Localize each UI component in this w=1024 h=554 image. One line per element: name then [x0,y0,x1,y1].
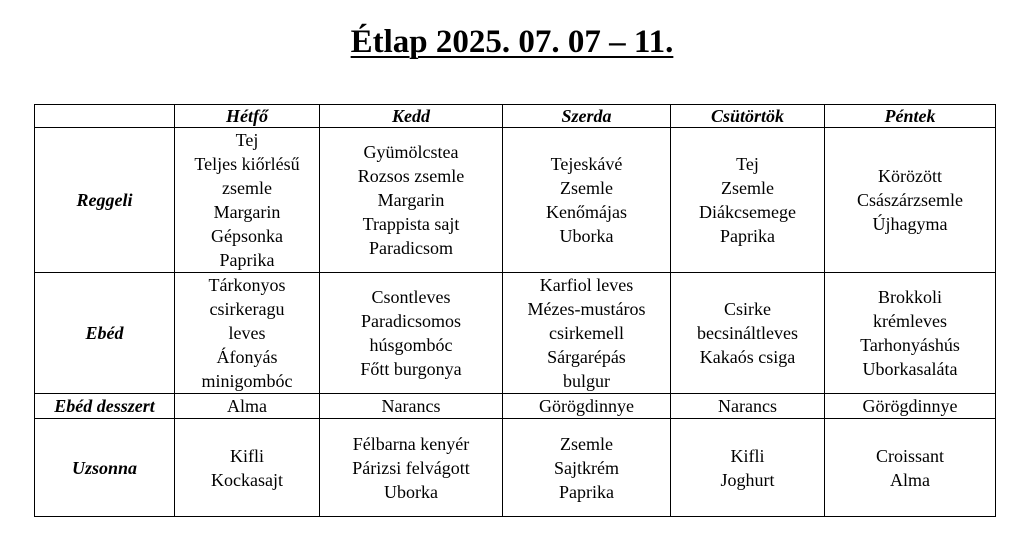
menu-item: Kenőmájas [546,202,627,222]
menu-item: Margarin [213,202,281,222]
menu-item: minigombóc [201,371,293,391]
menu-cell-lunch-dessert-thursday [671,394,825,419]
menu-cell-breakfast-monday [175,128,320,273]
meal-row-lunch [35,273,996,394]
menu-cell-breakfast-tuesday [320,128,503,273]
menu-item: Alma [890,469,930,490]
meal-row-breakfast [35,128,996,273]
menu-item: Karfiol leves [539,275,634,295]
meal-label-breakfast: Reggeli [35,128,175,273]
menu-item: Csontleves [371,287,451,307]
menu-item: Brokkoli [877,287,942,307]
menu-item: Sajtkrém [554,457,619,478]
menu-cell-lunch-dessert-tuesday [320,394,503,419]
menu-item: csirkemell [549,323,624,343]
meal-row-snack [35,419,996,517]
weekly-menu-table [34,104,996,517]
menu-item: Diákcsemege [699,202,796,222]
menu-item: Kakaós csiga [699,347,796,367]
day-header-monday: Hétfő [175,105,320,128]
menu-item: Tejeskávé [550,154,623,174]
menu-item: Tej [235,130,259,150]
menu-item: húsgombóc [369,335,453,355]
menu-item: leves [228,323,266,343]
menu-item: Zsemle [560,178,613,198]
menu-item: Teljes kiőrlésű [194,154,300,174]
menu-cell-lunch-thursday [671,273,825,394]
menu-title: Étlap 2025. 07. 07 – 11. [350,24,674,60]
menu-cell-snack-monday [175,419,320,517]
menu-item: Párizsi felvágott [352,457,470,478]
menu-item: Trappista sajt [362,214,460,234]
menu-item: Tej [736,154,759,174]
menu-item: Joghurt [720,469,775,490]
menu-item: Főtt burgonya [360,359,462,379]
menu-item: Alma [227,396,267,416]
menu-cell-lunch-wednesday [503,273,671,394]
menu-item: Paprika [720,226,775,246]
menu-item: Sárgarépás [547,347,626,367]
menu-item: Paradicsomos [361,311,461,331]
day-header-thursday: Csütörtök [671,105,825,128]
menu-item: Kockasajt [211,469,283,490]
menu-item: Narancs [381,396,441,416]
menu-cell-breakfast-wednesday [503,128,671,273]
menu-item: Újhagyma [872,214,948,234]
menu-cell-breakfast-thursday [671,128,825,273]
menu-item: Uborka [384,481,438,502]
menu-item: Narancs [718,396,777,416]
menu-item: Paprika [219,250,275,270]
day-header-tuesday: Kedd [320,105,503,128]
menu-item: Gépsonka [211,226,283,246]
menu-cell-lunch-monday [175,273,320,394]
menu-item: Margarin [377,190,445,210]
menu-item: Félbarna kenyér [352,433,470,454]
menu-item: Croissant [875,445,944,466]
menu-item: Áfonyás [216,347,278,367]
menu-item: Uborkasaláta [862,359,958,379]
menu-item: Gyümölcstea [363,142,459,162]
menu-cell-snack-friday [825,419,996,517]
menu-item: Rozsos zsemle [357,166,465,186]
menu-item: krémleves [873,311,947,331]
menu-item: bulgur [563,371,610,391]
menu-cell-breakfast-friday [825,128,996,273]
menu-item: Tárkonyos [208,275,286,295]
menu-cell-lunch-dessert-monday [175,394,320,419]
menu-cell-snack-tuesday [320,419,503,517]
menu-item: Mézes-mustáros [527,299,646,319]
meal-label-lunch: Ebéd [35,273,175,394]
menu-item: Paprika [559,481,614,502]
meal-row-lunch-dessert [35,394,996,419]
menu-item: Görögdinnye [539,396,634,416]
menu-item: Paradicsom [369,238,453,258]
menu-item: Tarhonyáshús [860,335,960,355]
menu-item: Zsemle [721,178,774,198]
menu-cell-snack-thursday [671,419,825,517]
menu-item: Uborka [559,226,614,246]
day-header-row [35,105,996,128]
menu-item: csirkeragu [209,299,285,319]
menu-item: Zsemle [560,433,613,454]
corner-cell [35,105,175,128]
menu-item: becsináltleves [697,323,798,343]
menu-cell-snack-wednesday [503,419,671,517]
day-header-friday: Péntek [825,105,996,128]
menu-item: Görögdinnye [862,396,958,416]
menu-item: Csirke [724,299,771,319]
meal-label-lunch-dessert: Ebéd desszert [35,394,175,419]
menu-item: Császárzsemle [857,190,963,210]
menu-cell-lunch-tuesday [320,273,503,394]
menu-item: Körözött [878,166,942,186]
day-header-wednesday: Szerda [503,105,671,128]
menu-item: Kifli [230,445,264,466]
menu-cell-lunch-friday [825,273,996,394]
menu-cell-lunch-dessert-friday [825,394,996,419]
menu-item: Kifli [730,445,765,466]
menu-item: zsemle [222,178,272,198]
menu-cell-lunch-dessert-wednesday [503,394,671,419]
meal-label-snack: Uzsonna [35,419,175,517]
